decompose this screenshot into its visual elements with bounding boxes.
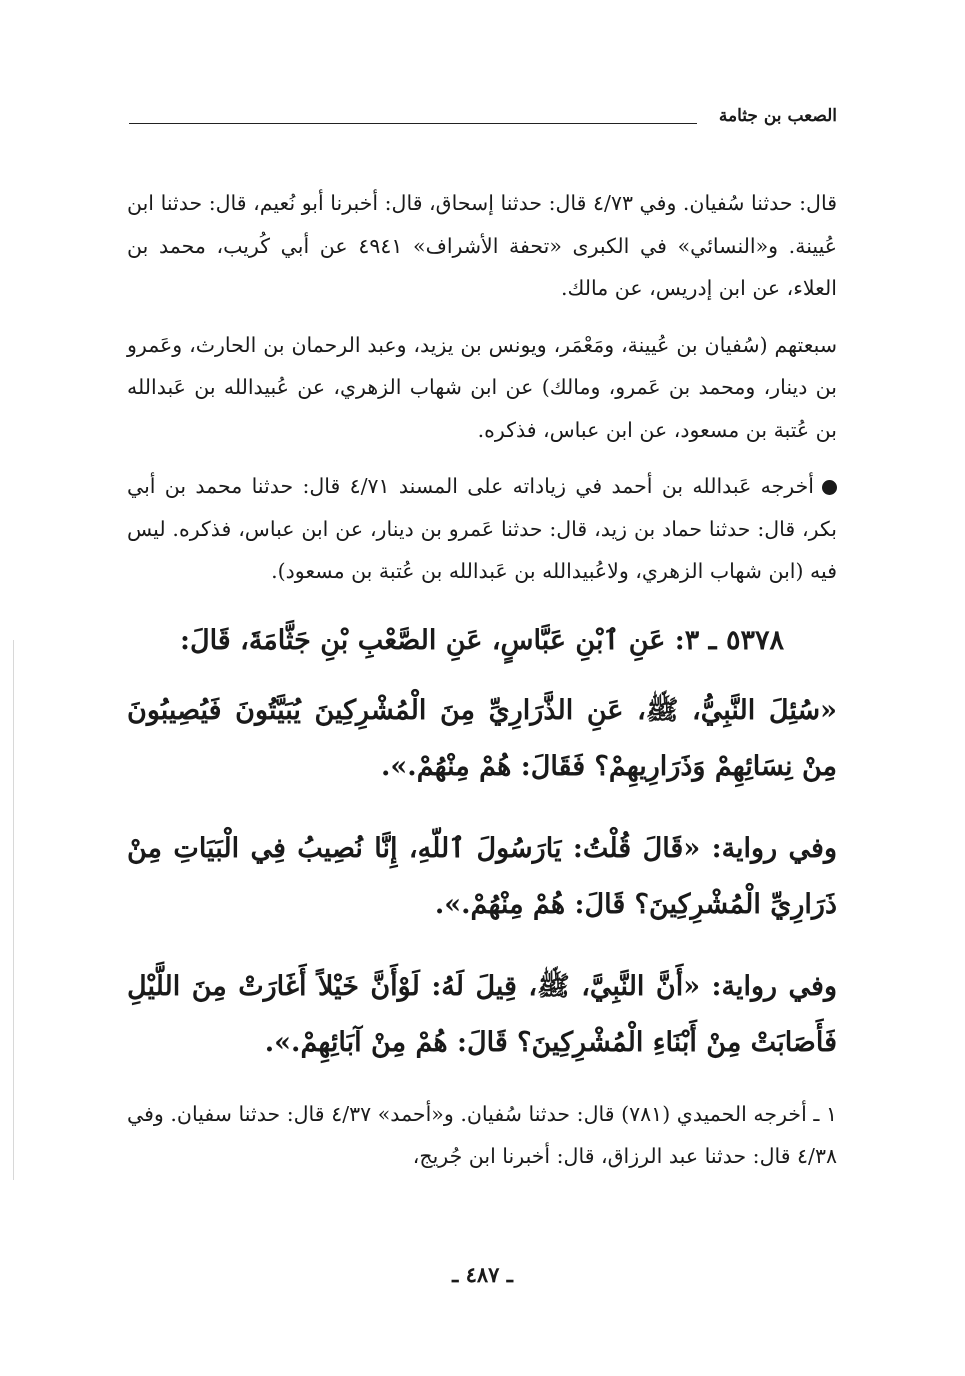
paragraph-bullet-takhrij <box>127 465 837 593</box>
hadith-text: «سُئِلَ النَّبِيُّ، ﷺ، عَنِ الذَّرَارِيِّ مِنَ الْمُشْرِكِينَ يُبَيَّتُونَ فَيُصِيبُونَ مِنْ نِسَائِهِمْ وَذَرَارِيهِمْ؟ فَقَالَ: هُمْ مِنْهُمْ.». <box>127 694 837 782</box>
paragraph-sources-1: قال: حدثنا سُفيان. وفي ٤/٧٣ قال: حدثنا إسحاق، قال: أخبرنا أبو نُعيم، قال: حدثنا ابن عُيينة. و«النسائي» في الكبرى «تحفة الأشراف» ٤٩٤١ عن أبي كُريب، محمد بن العلاء، عن ابن إدريس، عن مالك. <box>127 191 838 300</box>
scan-margin-line <box>13 640 14 1180</box>
header-rule <box>129 123 697 124</box>
header-title: الصعب بن جثامة <box>713 106 837 126</box>
hadith-narration-2: وفي رواية: «قَالَ قُلْتُ: يَارَسُولَ ٱللّهِ، إِنَّا نُصِيبُ فِي الْبَيَاتِ مِنْ ذَرَارِيِّ الْمُشْرِكِينَ؟ قَالَ: هُمْ مِنْهُمْ.». <box>127 832 837 920</box>
paragraph-takhrij-footnote: ١ ـ أخرجه الحميدي (٧٨١) قال: حدثنا سُفيان. و«أحمد» ٤/٣٧ قال: حدثنا سفيان. وفي ٤/٣٨ قال: حدثنا عبد الرزاق، قال: أخبرنا ابن جُريج، <box>127 1101 838 1168</box>
running-header <box>129 104 837 134</box>
paragraph-chain-summary: سبعتهم (سُفيان بن عُيينة، ومَعْمَر، ويونس بن يزيد، وعبد الرحمان بن الحارث، وعَمرو بن دينار، ومحمد بن عَمرو، ومالك) عن ابن شهاب الزهري، عن عُبيدالله بن عَبدالله بن عُتبة بن مسعود، عن ابن عباس، فذكره. <box>127 332 837 442</box>
hadith-heading: ٥٣٧٨ ـ ٣: عَنِ ٱبْنِ عَبَّاسٍ، عَنِ الصَّعْبِ بْنِ جَثَّامَةَ، قَالَ: <box>180 624 784 656</box>
page-body <box>127 182 837 1178</box>
bullet-icon <box>822 480 837 495</box>
page-number: ـ ٤٨٧ ـ <box>452 1262 513 1287</box>
hadith-narration-3: وفي رواية: «أَنَّ النَّبِيَّ، ﷺ، قِيلَ لَهُ: لَوْأَنَّ خَيْلاً أَغَارَتْ مِنَ اللَّيْلِ فَأَصَابَتْ مِنْ أَبْنَاءِ الْمُشْرِكِينَ؟ قَالَ: هُمْ مِنْ آبَائِهِمْ.». <box>127 970 837 1058</box>
paragraph-bullet-text: أخرجه عَبدالله بن أحمد في زياداته على المسند ٤/٧١ قال: حدثنا محمد بن أبي بكر، قال: حدثنا حماد بن زيد، قال: حدثنا عَمرو بن دينار، عن ابن عباس، فذكره. ليس فيه (ابن شهاب الزهري، ولاعُبيدالله بن عَبدالله بن عُتبة بن مسعود). <box>127 474 837 583</box>
